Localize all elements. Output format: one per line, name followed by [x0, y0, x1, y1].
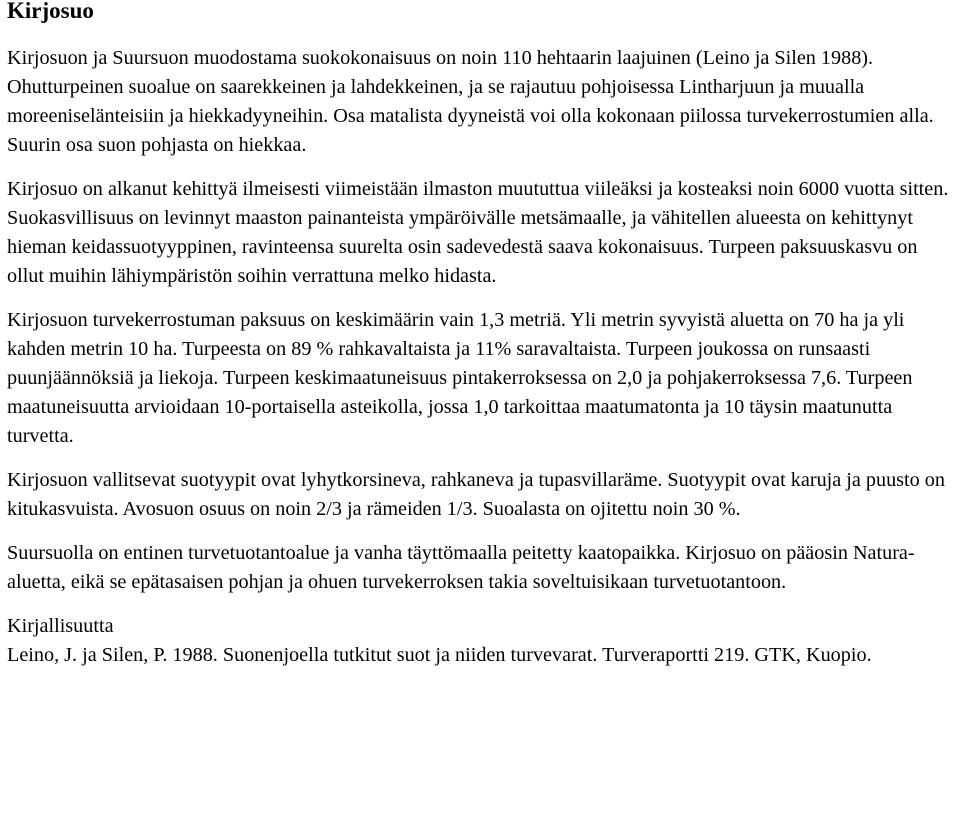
page-title: Kirjosuo — [7, 0, 94, 23]
paragraph-peat-layer: Kirjosuon turvekerrostuman paksuus on keskimäärin vain 1,3 metriä. Yli metrin syvyistä aluetta on 70 ha ja yli kahden metrin 10 ha. Turpeesta on 89 % rahkavaltaista ja 11% saravaltaista. Turpeen joukossa on runsaasti puunjäännöksiä ja liekoja. Turpeen keskimaatuneisuus pintakerroksessa on 2,0 ja pohjakerroksessa 7,6. Turpeen maatuneisuutta arvioidaan 10-portaisella asteikolla, jossa 1,0 tarkoittaa maatumatonta ja 10 täysin maatunutta turvetta. — [7, 309, 913, 447]
paragraph-land-use: Suursuolla on entinen turvetuotantoalue ja vanha täyttömaalla peitetty kaatopaikka. Kirjosuo on pääosin Natura-aluetta, eikä se epätasaisen pohjan ja ohuen turvekerroksen takia soveltuisikaan turvetuotantoon. — [7, 542, 915, 593]
paragraph-development: Kirjosuo on alkanut kehittyä ilmeisesti viimeistään ilmaston muututtua viileäksi ja kosteaksi noin 6000 vuotta sitten. Suokasvillisuus on levinnyt maaston painanteista ympäröivälle metsämaalle, ja vähitellen alueesta on kehittynyt hieman keidassuotyyppinen, ravinteensa suurelta osin sadevedestä saava kokonaisuus. Turpeen paksuuskasvu on ollut muihin lähiympäristön soihin verrattuna melko hidasta. — [7, 178, 949, 287]
document-page — [7, 0, 957, 670]
reference-entry: Leino, J. ja Silen, P. 1988. Suonenjoella tutkitut suot ja niiden turvevarat. Turveraportti 219. GTK, Kuopio. — [7, 644, 872, 666]
paragraph-mire-types: Kirjosuon vallitsevat suotyypit ovat lyhytkorsineva, rahkaneva ja tupasvillaräme. Suotyypit ovat karuja ja puusto on kitukasvuista. Avosuon osuus on noin 2/3 ja rämeiden 1/3. Suoalasta on ojitettu noin 30 %. — [7, 469, 945, 520]
paragraph-extent: Kirjosuon ja Suursuon muodostama suokokonaisuus on noin 110 hehtaarin laajuinen (Leino ja Silen 1988). Ohutturpeinen suoalue on saarekkeinen ja lahdekkeinen, ja se rajautuu pohjoisessa Lintharjuun ja muualla moreeniselänteisiin ja hiekkadyyneihin. Osa matalista dyyneistä voi olla kokonaan piilossa turvekerrostumien alla. Suurin osa suon pohjasta on hiekkaa. — [7, 47, 934, 156]
references-heading: Kirjallisuutta — [7, 615, 114, 637]
